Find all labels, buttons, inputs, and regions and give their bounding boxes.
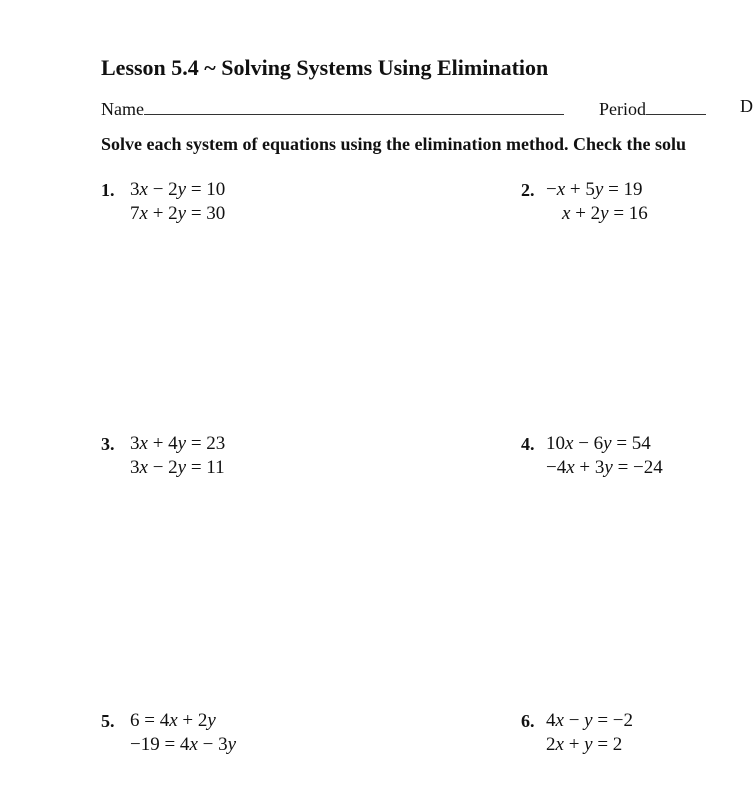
period-blank: [646, 96, 706, 115]
problem-number: 1.: [101, 180, 115, 200]
worksheet-title: Lesson 5.4 ~ Solving Systems Using Elimination: [101, 55, 549, 80]
problem-number: 3.: [101, 434, 115, 454]
equation: 2x + y = 2: [546, 734, 623, 755]
equation: 6 = 4x + 2y: [130, 710, 216, 731]
equation: 3x − 2y = 11: [130, 457, 225, 478]
date-label: D: [740, 96, 753, 116]
equation: 4x − y = −2: [546, 710, 634, 731]
equation: −4x + 3y = −24: [546, 457, 663, 478]
instructions: Solve each system of equations using the elimination method. Check the solu: [101, 134, 687, 154]
equation: x + 2y = 16: [562, 203, 648, 224]
equation: 3x + 4y = 23: [130, 433, 226, 454]
problem-number: 6.: [521, 711, 535, 731]
equation: 3x − 2y = 10: [130, 179, 226, 200]
problem-number: 2.: [521, 180, 535, 200]
period-label: Period: [599, 99, 646, 119]
equation: 10x − 6y = 54: [546, 433, 651, 454]
name-field[interactable]: [101, 96, 564, 120]
name-label: Name: [101, 99, 144, 119]
equation: −x + 5y = 19: [546, 179, 643, 200]
problem-number: 5.: [101, 711, 115, 731]
name-blank: [144, 96, 564, 115]
equation: 7x + 2y = 30: [130, 203, 226, 224]
period-field[interactable]: [599, 96, 706, 120]
equation: −19 = 4x − 3y: [130, 734, 237, 755]
problem-number: 4.: [521, 434, 535, 454]
